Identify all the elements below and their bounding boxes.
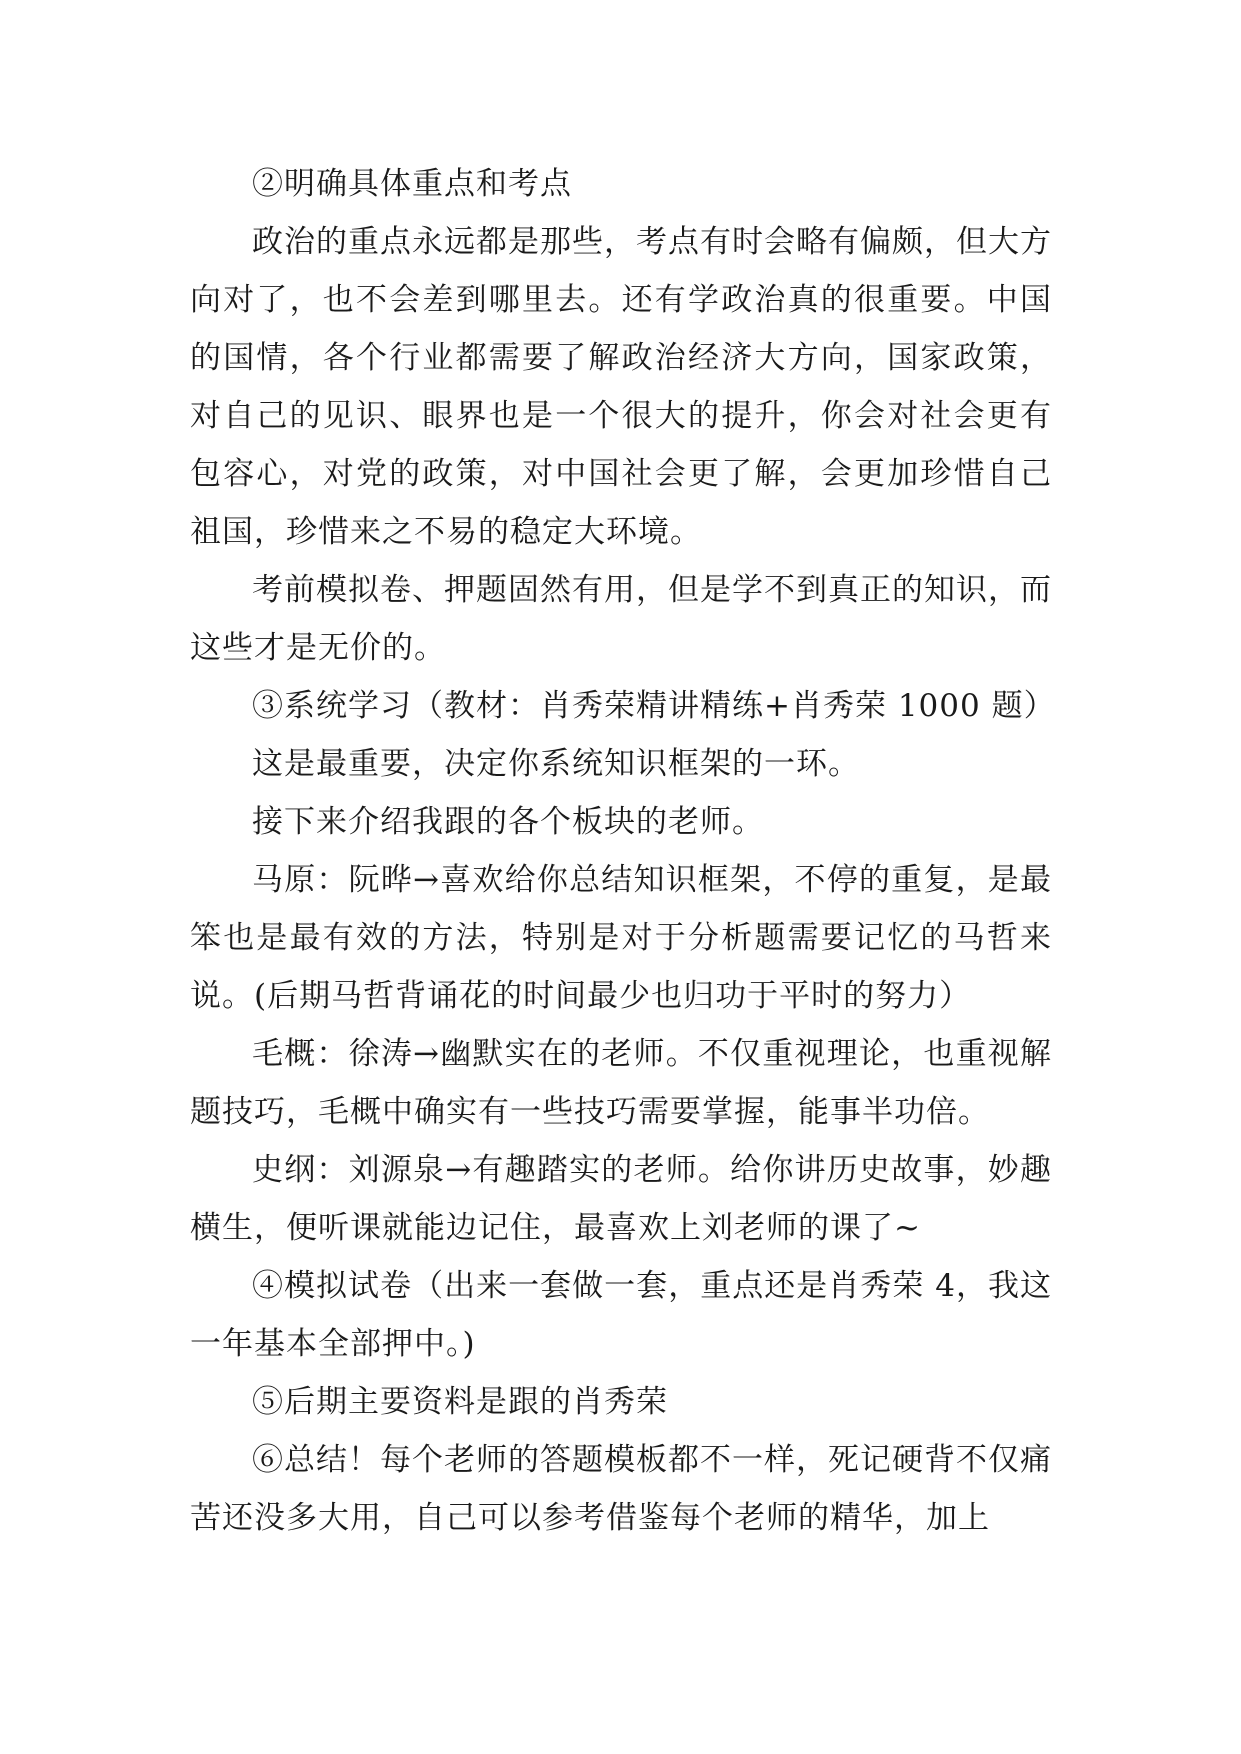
paragraph-heading-systematic-study: ③系统学习（教材：肖秀荣精讲精练+肖秀荣 1000 题） <box>252 688 1056 724</box>
paragraph-heading-focus: ②明确具体重点和考点 <box>252 166 572 202</box>
paragraph-heading-summary: ⑥总结！每个老师的答题模板都不一样，死记硬背不仅痛苦还没多大用，自己可以参考借鉴每个老师的精华，加上 <box>190 1442 1052 1536</box>
paragraph-maogai-teacher: 毛概：徐涛→幽默实在的老师。不仅重视理论，也重视解题技巧，毛概中确实有一些技巧需要掌握，能事半功倍。 <box>190 1036 1052 1130</box>
paragraph-shigang-teacher: 史纲：刘源泉→有趣踏实的老师。给你讲历史故事，妙趣横生，便听课就能边记住，最喜欢上刘老师的课了~ <box>190 1152 1052 1246</box>
paragraph-politics-importance: 政治的重点永远都是那些，考点有时会略有偏颇，但大方向对了，也不会差到哪里去。还有学政治真的很重要。中国的国情，各个行业都需要了解政治经济大方向，国家政策，对自己的见识、眼界也是一个很大的提升，你会对社会更有包容心，对党的政策，对中国社会更了解，会更加珍惜自己祖国，珍惜来之不易的稳定大环境。 <box>190 224 1052 550</box>
paragraph-mayuan-teacher: 马原：阮晔→喜欢给你总结知识框架，不停的重复，是最笨也是最有效的方法，特别是对于分析题需要记忆的马哲来说。(后期马哲背诵花的时间最少也归功于平时的努力） <box>190 862 1052 1014</box>
paragraph-heading-mock-papers: ④模拟试卷（出来一套做一套，重点还是肖秀荣 4，我这一年基本全部押中。) <box>190 1268 1052 1362</box>
paragraph-mock-exams: 考前模拟卷、押题固然有用，但是学不到真正的知识，而这些才是无价的。 <box>190 572 1052 666</box>
paragraph-most-important: 这是最重要，决定你系统知识框架的一环。 <box>252 746 860 782</box>
document-body <box>190 155 1056 1547</box>
paragraph-heading-later-materials: ⑤后期主要资料是跟的肖秀荣 <box>252 1384 668 1420</box>
paragraph-teachers-intro: 接下来介绍我跟的各个板块的老师。 <box>252 804 764 840</box>
